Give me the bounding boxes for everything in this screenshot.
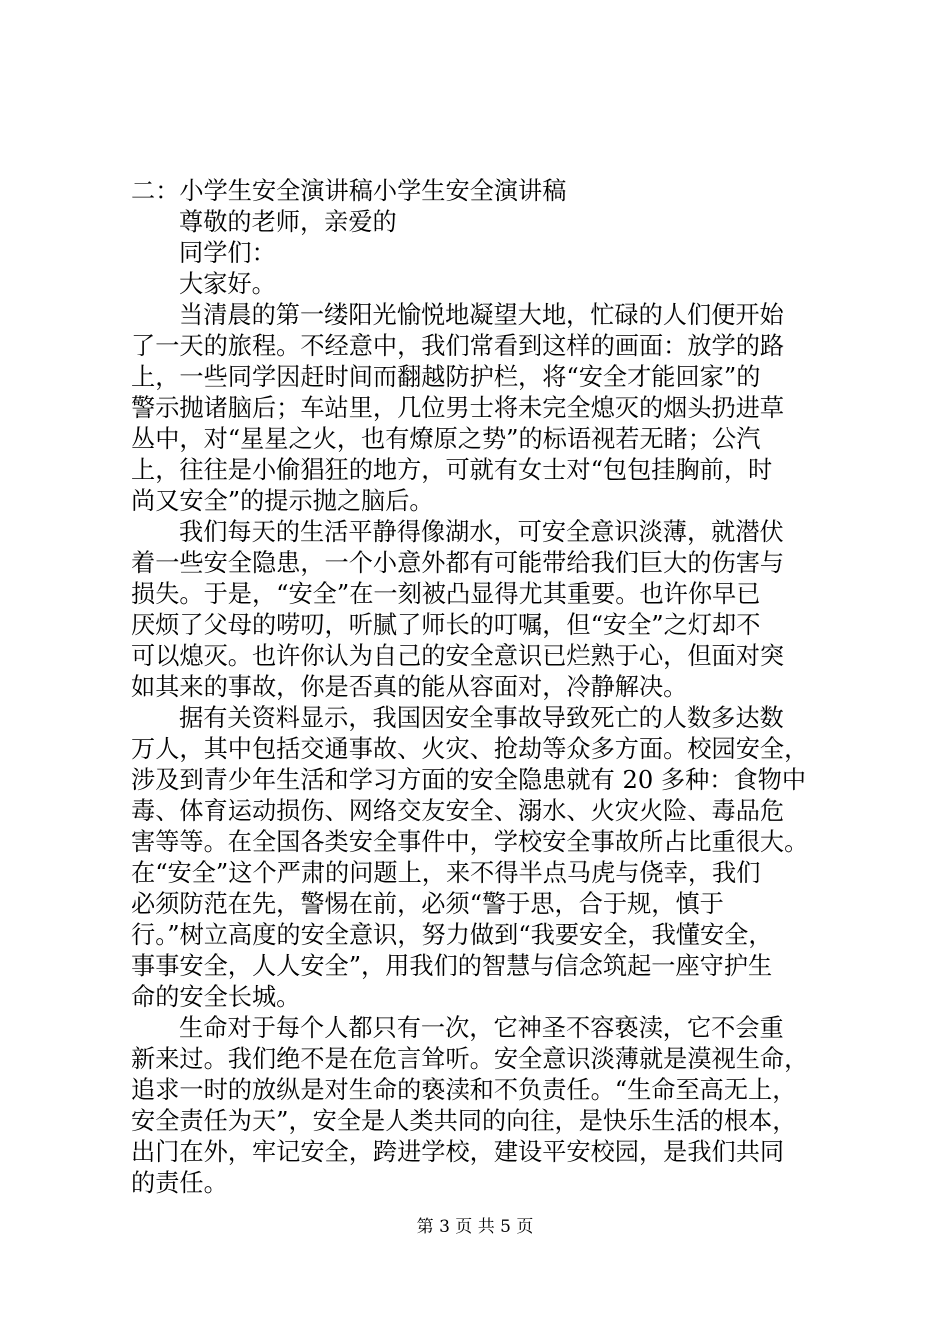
- text-line: 我们每天的生活平静得像湖水，可安全意识淡薄，就潜伏: [179, 518, 784, 546]
- text-line: 尚又安全”的提示抛之脑后。: [131, 487, 434, 515]
- page-footer: 第 3 页 共 5 页: [416, 1217, 534, 1237]
- text-line: 生命对于每个人都只有一次，它神圣不容亵渎，它不会重: [179, 1014, 784, 1042]
- text-line: 必须防范在先，警惕在前，必须“警于思，合于规，慎于: [131, 890, 724, 918]
- text-line: 在“安全”这个严肃的问题上，来不得半点马虎与侥幸，我们: [131, 859, 761, 887]
- text-line: 新来过。我们绝不是在危言耸听。安全意识淡薄就是漠视生命，: [131, 1045, 809, 1073]
- text-line: 据有关资料显示，我国因安全事故导致死亡的人数多达数: [179, 704, 784, 732]
- text-line: 丛中，对“星星之火，也有燎原之势”的标语视若无睹；公汽: [131, 425, 761, 453]
- text-line: 害等等。在全国各类安全事件中，学校安全事故所占比重很大。: [131, 828, 809, 856]
- text-line: 当清晨的第一缕阳光愉悦地凝望大地，忙碌的人们便开始: [179, 301, 784, 329]
- text-line: 追求一时的放纵是对生命的亵渎和不负责任。“生命至高无上，: [131, 1076, 797, 1104]
- text-line: 厌烦了父母的唠叨，听腻了师长的叮嘱，但“安全”之灯却不: [131, 611, 761, 639]
- text-line: 出门在外，牢记安全，跨进学校，建设平安校园，是我们共同: [131, 1138, 785, 1166]
- text-line: 万人，其中包括交通事故、火灾、抢劫等众多方面。校园安全，: [131, 735, 809, 763]
- text-line: 同学们：: [179, 239, 276, 267]
- text-line: 事事安全，人人安全”，用我们的智慧与信念筑起一座守护生: [131, 952, 773, 980]
- text-line: 上，一些同学因赶时间而翻越防护栏，将“安全才能回家”的: [131, 363, 761, 391]
- text-line: 尊敬的老师，亲爱的: [179, 208, 397, 236]
- text-line: 安全责任为天”，安全是人类共同的向往，是快乐生活的根本，: [131, 1107, 797, 1135]
- text-line: 命的安全长城。: [131, 983, 301, 1011]
- text-line: 大家好。: [179, 270, 276, 298]
- text-line: 着一些安全隐患，一个小意外都有可能带给我们巨大的伤害与: [131, 549, 785, 577]
- text-line: 的责任。: [131, 1169, 228, 1197]
- text-line: 毒、体育运动损伤、网络交友安全、溺水、火灾火险、毒品危: [131, 797, 785, 825]
- text-line: 损失。于是，“安全”在一刻被凸显得尤其重要。也许你早已: [131, 580, 761, 608]
- text-line: 了一天的旅程。不经意中，我们常看到这样的画面：放学的路: [131, 332, 785, 360]
- document-body: [131, 176, 831, 1199]
- text-line: 如其来的事故，你是否真的能从容面对，冷静解决。: [131, 673, 688, 701]
- document-heading: 二：小学生安全演讲稿小学生安全演讲稿: [131, 177, 567, 205]
- text-line: 警示抛诸脑后；车站里，几位男士将未完全熄灭的烟头扔进草: [131, 394, 785, 422]
- text-line: 涉及到青少年生活和学习方面的安全隐患就有 20 多种：食物中: [131, 766, 807, 794]
- text-line: 可以熄灭。也许你认为自己的安全意识已烂熟于心，但面对突: [131, 642, 785, 670]
- paragraph-lines: [131, 207, 831, 1199]
- text-line: 行。”树立高度的安全意识，努力做到“我要安全，我懂安全，: [131, 921, 773, 949]
- text-line: 上，往往是小偷猖狂的地方，可就有女士对“包包挂胸前，时: [131, 456, 773, 484]
